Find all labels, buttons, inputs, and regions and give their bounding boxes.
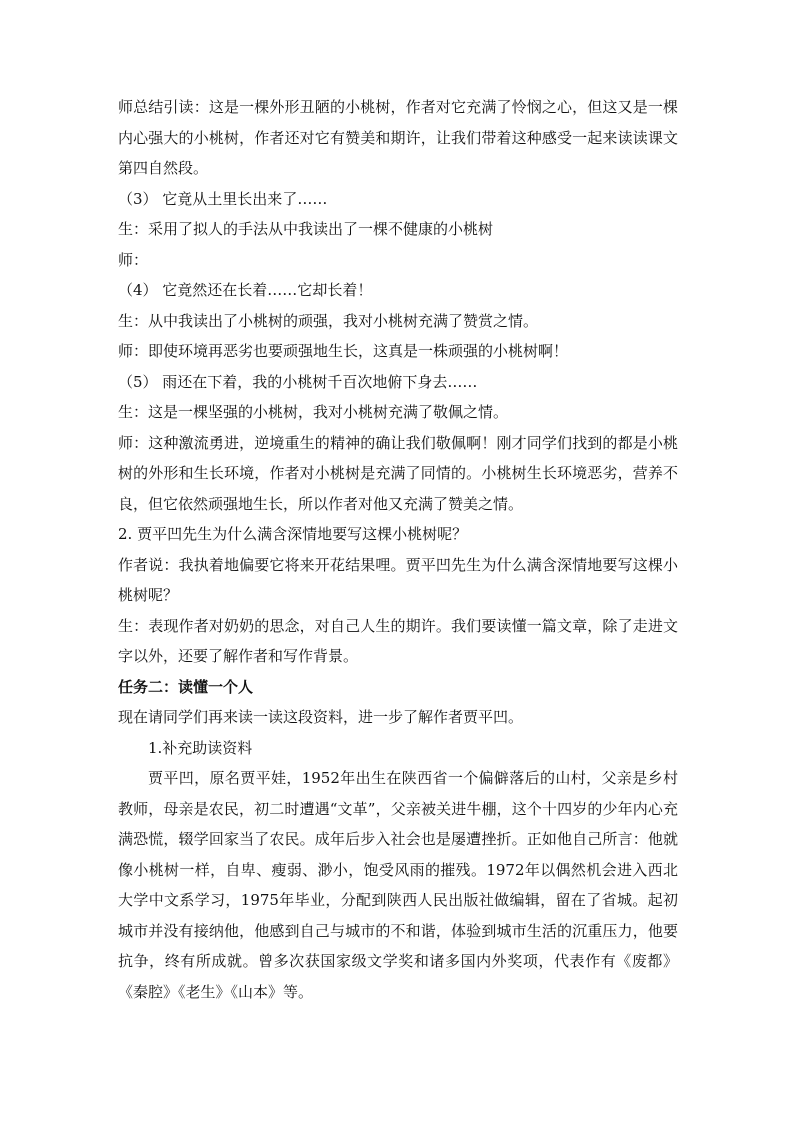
section-heading-task-2: 任务二：读懂一个人 <box>118 677 254 696</box>
paragraph-teacher-comment-4: 师：即使环境再恶劣也要顽强地生长，这真是一株顽强的小桃树啊！ <box>118 342 569 360</box>
paragraph-student-answer-5: 生：这是一棵坚强的小桃树，我对小桃树充满了敬佩之情。 <box>118 403 509 421</box>
paragraph-question-2: 2. 贾平凹先生为什么满含深情地要写这棵小桃树呢？ <box>118 525 468 543</box>
paragraph-student-answer-q2: 生：表现作者对奶奶的思念，对自己人生的期许。我们要读懂一篇文章，除了走进文字以外，还要了解作者和写作背景。 <box>118 616 678 665</box>
paragraph-quote-3: （3） 它竟从土里长出来了…… <box>118 189 328 208</box>
paragraph-quote-5: （5） 雨还在下着，我的小桃树千百次地俯下身去…… <box>118 372 478 391</box>
paragraph-teacher-blank: 师： <box>118 250 149 269</box>
paragraph-author-biography: 贾平凹，原名贾平娃，1952年出生在陕西省一个偏僻落后的山村，父亲是乡村教师，母亲是农民，初二时遭遇“文革”，父亲被关进牛棚，这个十四岁的少年内心充满恐慌，辍学回家当了农民。成年后步入社会也是屡遭挫折。正如他自己所言：他就像小桃树一样，自卑、瘦弱、渺小，饱受风雨的摧残。1972年以偶然机会进入西北大学中文系学习，1975年毕业，分配到陕西人民出版社做编辑，留在了省城。起初城市并没有接纳他，他感到自己与城市的不和谐，体验到城市生活的沉重压力，他要抗争，终有所成就。曾多次获国家级文学奖和诸多国内外奖项，代表作有《废都》《秦腔》《老生》《山本》等。 <box>118 769 678 1001</box>
paragraph-teacher-summary: 师总结引读：这是一棵外形丑陋的小桃树，作者对它充满了怜悯之心，但这又是一棵内心强大的小桃树，作者还对它有赞美和期许，让我们带着这种感受一起来读读课文第四自然段。 <box>118 98 678 177</box>
paragraph-student-answer-4: 生：从中我读出了小桃树的顽强，我对小桃树充满了赞赏之情。 <box>118 311 539 330</box>
paragraph-teacher-comment-5: 师：这种激流勇进，逆境重生的精神的确让我们敬佩啊！刚才同学们找到的都是小桃树的外形和生长环境，作者对小桃树是充满了同情的。小桃树生长环境恶劣，营养不良，但它依然顽强地生长，所以作者对他又充满了赞美之情。 <box>118 433 678 513</box>
subheading-supplementary-materials: 1.补充助读资料 <box>148 738 253 757</box>
paragraph-student-answer-3: 生：采用了拟人的手法从中我读出了一棵不健康的小桃树 <box>118 220 494 238</box>
document-body <box>118 92 678 1007</box>
paragraph-author-says: 作者说：我执着地偏要它将来开花结果哩。贾平凹先生为什么满含深情地要写这棵小桃树呢？ <box>118 555 678 604</box>
paragraph-read-materials: 现在请同学们再来读一读这段资料，进一步了解作者贾平凹。 <box>118 708 524 726</box>
paragraph-quote-4: （4） 它竟然还在长着……它却长着！ <box>118 281 373 299</box>
